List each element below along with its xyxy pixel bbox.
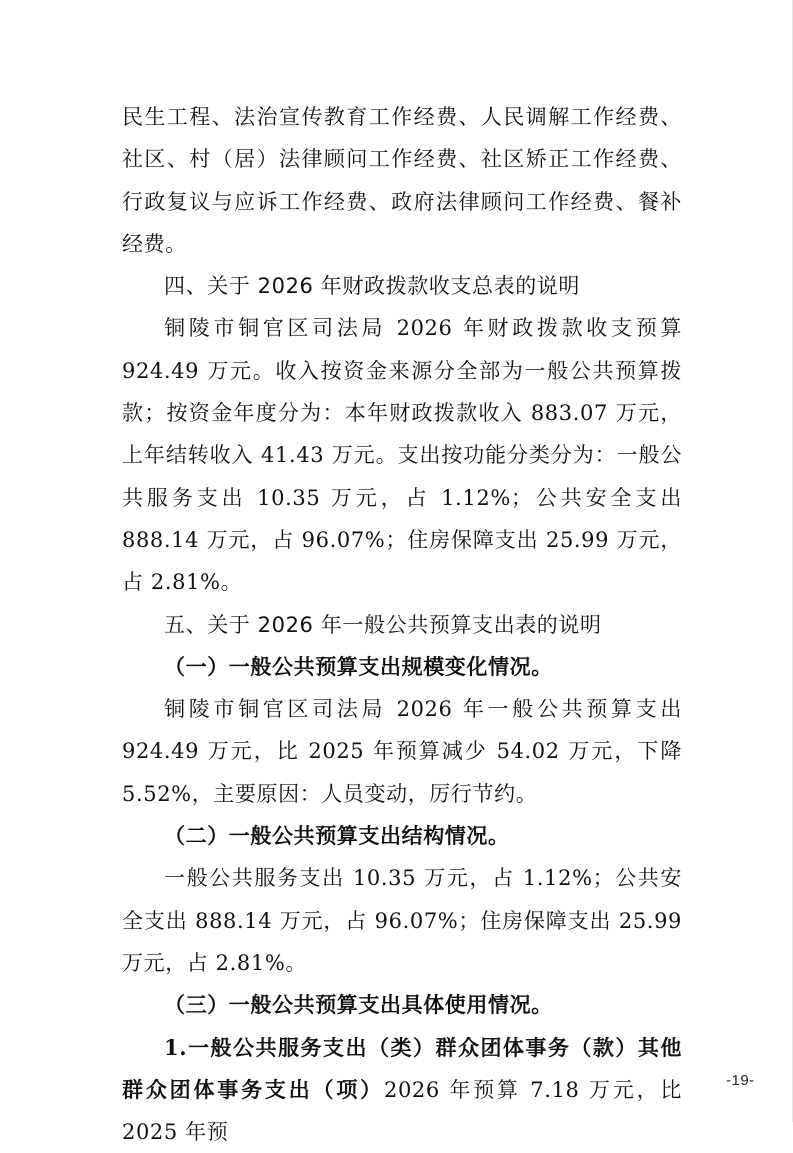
- page-number: -19-: [726, 1072, 755, 1089]
- subheading-scale-change: （一）一般公共预算支出规模变化情况。: [164, 653, 553, 679]
- paragraph-expense-items-continued: 民生工程、法治宣传教育工作经费、人民调解工作经费、社区、村（居）法律顾问工作经费、社区矫正工作经费、行政复议与应诉工作经费、政府法律顾问工作经费、餐补经费。: [122, 105, 682, 256]
- document-body: [122, 96, 682, 1153]
- paragraph-item-1: [122, 1027, 682, 1153]
- section-heading-4: 四、关于 2026 年财政拨款收支总表的说明: [164, 274, 580, 299]
- item-1-category-path: 1.一般公共服务支出（类）群众团体事务（款）其他群众团体事务支出（项）: [122, 1034, 682, 1102]
- section-heading-5: 五、关于 2026 年一般公共预算支出表的说明: [164, 612, 602, 637]
- paragraph-fiscal-summary: 铜陵市铜官区司法局 2026 年财政拨款收支预算 924.49 万元。收入按资金来源分全部为一般公共预算拨款；按资金年度分为：本年财政拨款收入 883.07 万元，上年结转收入 41.43 万元。支出按功能分类分为：一般公共服务支出 10.35 万元，占 1.12%；公共安全支出 888.14 万元，占 96.07%；住房保障支出 25.99 万元，占 2.81%。: [122, 316, 682, 595]
- paragraph-structure: 一般公共服务支出 10.35 万元，占 1.12%；公共安全支出 888.14 万元，占 96.07%；住房保障支出 25.99 万元，占 2.81%。: [122, 866, 682, 975]
- subheading-usage: （三）一般公共预算支出具体使用情况。: [164, 992, 553, 1018]
- paragraph-scale-change: 铜陵市铜官区司法局 2026 年一般公共预算支出 924.49 万元，比 2025 年预算减少 54.02 万元，下降 5.52%，主要原因：人员变动，厉行节约。: [122, 697, 682, 806]
- subheading-structure: （二）一般公共预算支出结构情况。: [164, 823, 510, 849]
- item-1-budget-text: 2026 年预算 7.18 万元，比 2025 年预: [122, 1077, 682, 1145]
